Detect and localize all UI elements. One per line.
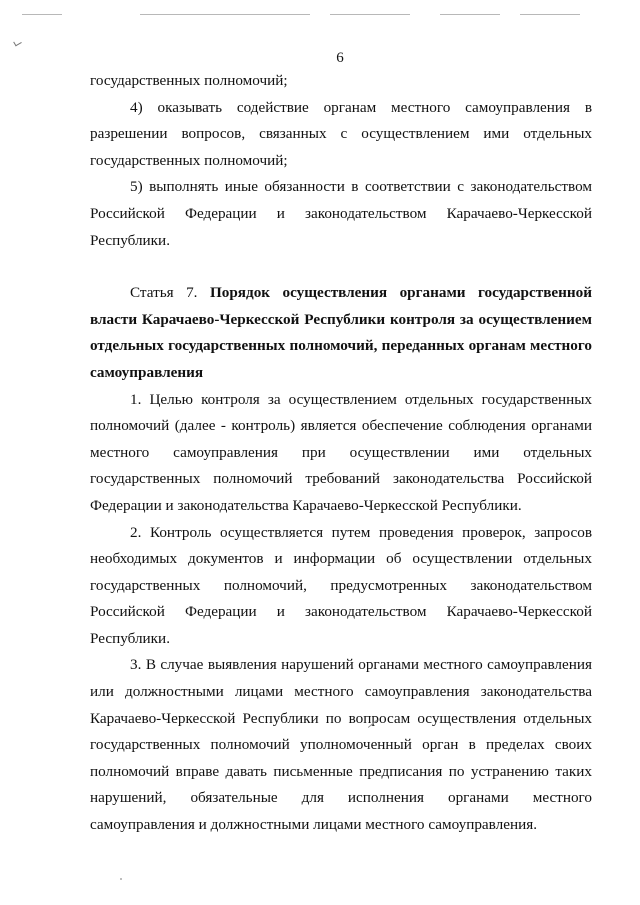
scan-dot <box>120 878 122 880</box>
page-number: 6 <box>336 50 344 66</box>
article-number: Статья 7. <box>130 284 210 302</box>
paragraph-clause-3: 3. В случае выявления нарушений органами местного самоуправления или должностными лицами местного самоуправления законодательства Карачаево-Черкесской Республики по вопросам осуществления отдельных государственных полномочий уполномоченный орган в пределах своих полномочий вправе давать письменные предписания по устранению таких нарушений, обязательные для исполнения органами местного самоуправления и должностными лицами местного самоуправления. <box>90 656 592 834</box>
scan-artifact-top <box>0 12 640 18</box>
paragraph-clause-2: 2. Контроль осуществляется путем проведения проверок, запросов необходимых документов и информации об осуществлении отдельных государственных полномочий, предусмотренных законодательством Российской Федерации и законодательством Карачаево-Черкесской Республики. <box>90 523 592 647</box>
paragraph-item-4: 4) оказывать содействие органам местного самоуправления в разрешении вопросов, связанных с осуществлением ими отдельных государственных полномочий; <box>90 98 592 169</box>
document-body <box>90 68 592 839</box>
article-title: Порядок осуществления органами государственной власти Карачаево-Черкесской Республики контроля за осуществлением отдельных государственных полномочий, переданных органам местного самоуправления <box>90 284 592 381</box>
article-heading <box>90 280 592 386</box>
paragraph-continuation: государственных полномочий; <box>90 72 288 89</box>
paragraph-clause-1: 1. Целью контроля за осуществлением отдельных государственных полномочий (далее - контроль) является обеспечение соблюдения органами местного самоуправления при осуществлении ими отдельных государственных полномочий требований законодательства Российской Федерации и законодательства Карачаево-Черкесской Республики. <box>90 390 592 514</box>
scan-mark-icon <box>13 39 22 47</box>
paragraph-item-5: 5) выполнять иные обязанности в соответствии с законодательством Российской Федерации и законодательством Карачаево-Черкесской Республики. <box>90 178 592 249</box>
